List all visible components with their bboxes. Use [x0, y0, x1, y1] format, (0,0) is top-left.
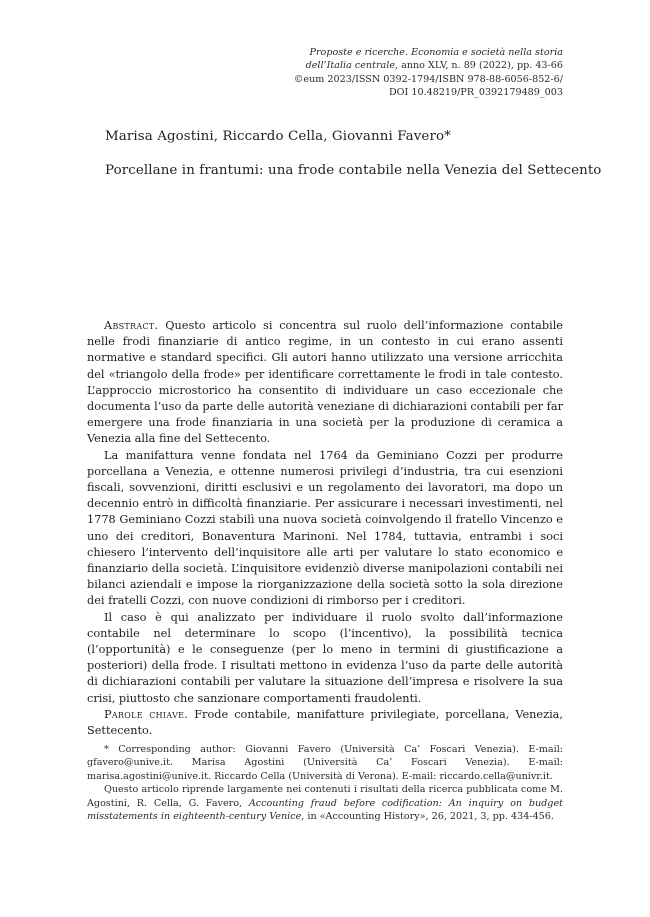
footnote-source-intro: Questo articolo riprende largamente nei contenuti i risultati della ricerca pubblicata come M. Agostini, R. Cella, G. Favero, [87, 784, 563, 809]
keywords-paragraph [87, 707, 563, 739]
journal-issue-line [294, 59, 563, 72]
keywords: Frode contabile, manifatture privilegiate, porcellana, Venezia, Settecento. [87, 707, 564, 738]
abstract [87, 318, 563, 739]
keywords-label: Parole chiave. [104, 707, 189, 721]
footnote-source-rest: , in «Accounting History», 26, 2021, 3, pp. 434-456. [301, 811, 554, 823]
journal-subtitle: dell’Italia centrale [305, 60, 395, 72]
issue-info: , anno XLV, n. 89 (2022), pp. 43-66 [395, 60, 563, 72]
journal-header [294, 46, 563, 100]
journal-name-line: Proposte e ricerche. Economia e società nella storia [309, 47, 563, 58]
authors: Marisa Agostini, Riccardo Cella, Giovanni Favero* [105, 129, 451, 144]
abstract-paragraph-2: La manifattura venne fondata nel 1764 da Geminiano Cozzi per produrre porcellana a Venezia, e ottenne numerosi privilegi d’industria, tra cui esenzioni fiscali, sovvenzioni, diritti esclusivi e un regolamento dei lavoratori, ma dopo un decennio entrò in difficoltà finanziarie. Per assicurare i necessari investimenti, nel 1778 Geminiano Cozzi stabilì una nuova società coinvolgendo il fratello Vincenzo e uno dei creditori, Bonaventura Marinoni. Nel 1784, tuttavia, entrambi i soci chiesero l’intervento dell’inquisitore alle arti per valutare lo stato economico e finanziario della società. L’inquisitore evidenziò diverse manipolazioni contabili nei bilanci aziendali e impose la riorganizzazione della società sotto la sola direzione dei fratelli Cozzi, con nuove condizioni di rimborso per i creditori. [87, 448, 563, 608]
footnote-source-title: Accounting fraud before codification: An inquiry on budget misstatements in eighteenth-century Venice [87, 797, 563, 823]
abstract-text-1: Questo articolo si concentra sul ruolo dell’informazione contabile nelle frodi finanziarie di antico regime, in un contesto in cui erano assenti normative e standard specifici. Gli autori hanno utilizzato una versione arricchita del «triangolo della frode» per identificare correttamente le frodi in tale contesto. L’approccio microstorico ha consentito di individuare un caso eccezionale che documenta l’uso da parte delle autorità veneziane di dichiarazioni contabili per far emergere una frode finanziaria in una società per la produzione di ceramica a Venezia alla fine del Settecento. [87, 319, 563, 446]
footnote-corresponding-author: * Corresponding author: Giovanni Favero (Università Ca’ Foscari Venezia). E-mail: gfavero@unive.it. Marisa Agostini (Università Ca’ Foscari Venezia). E-mail: marisa.agostini@unive.it. Riccardo Cella (Università di Verona). E-mail: riccardo.cella@univr.it. [87, 744, 563, 782]
footnotes [87, 743, 563, 823]
doi-line: DOI 10.48219/PR_0392179489_003 [388, 87, 563, 99]
article-title: Porcellane in frantumi: una frode contabile nella Venezia del Settecento [105, 163, 602, 178]
abstract-paragraph-1 [87, 318, 563, 448]
footnote-source [87, 783, 563, 823]
abstract-label: Abstract. [104, 319, 159, 332]
isbn-line: ©eum 2023/ISSN 0392-1794/ISBN 978-88-6056-852-6/ [293, 73, 563, 85]
abstract-paragraph-3: Il caso è qui analizzato per individuare il ruolo svolto dall’informazione contabile nel determinare lo scopo (l’incentivo), la possibilità tecnica (l’opportunità) e le conseguenze (per lo meno in termini di giustificazione a posteriori) della frode. I risultati mettono in evidenza l’uso da parte delle autorità di dichiarazioni contabili per valutare la situazione dell’impresa e risolvere la sua crisi, piuttosto che sanzionare comportamenti fraudolenti. [87, 610, 563, 705]
